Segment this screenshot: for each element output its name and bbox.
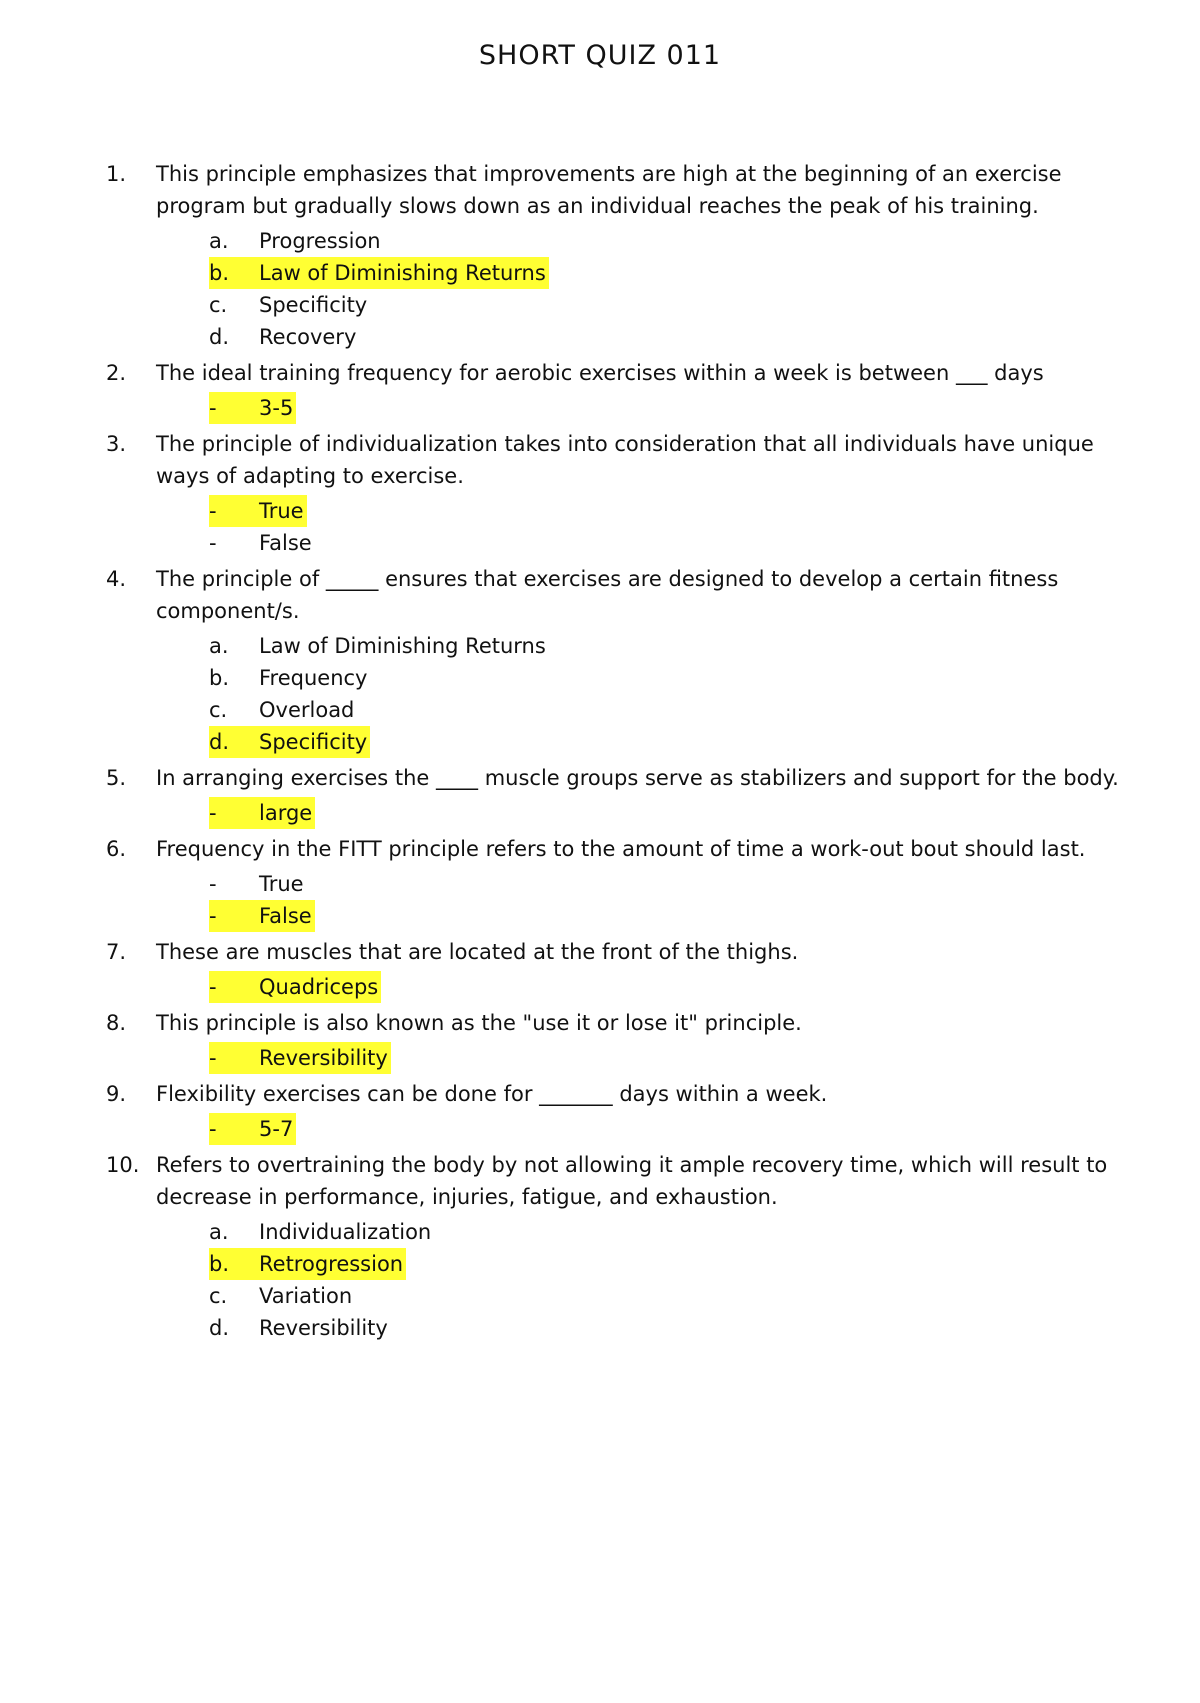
answer-choice-selected bbox=[209, 971, 1146, 1003]
choice-text: False bbox=[259, 531, 312, 555]
question-number: 9. bbox=[106, 1082, 127, 1106]
question-number: 5. bbox=[106, 766, 127, 790]
answer-body bbox=[209, 1284, 352, 1308]
question-text: This principle is also known as the "use it or lose it" principle. bbox=[156, 1011, 802, 1035]
question-text: The principle of individualization takes into consideration that all individuals have unique ways of adapting to exercise. bbox=[156, 432, 1101, 488]
choice-text: 3-5 bbox=[259, 396, 294, 420]
choice-text: Law of Diminishing Returns bbox=[259, 261, 546, 285]
choice-marker: - bbox=[209, 531, 217, 555]
question-text: This principle emphasizes that improvements are high at the beginning of an exercise program but gradually slows down as an individual reaches the peak of his training. bbox=[156, 162, 1069, 218]
choice-marker: - bbox=[209, 396, 217, 420]
question-number: 2. bbox=[106, 361, 127, 385]
question-number: 1. bbox=[106, 162, 127, 186]
choice-marker: a. bbox=[209, 634, 229, 658]
choice-text: 5-7 bbox=[259, 1117, 294, 1141]
question-number: 6. bbox=[106, 837, 127, 861]
answer-choices bbox=[209, 392, 1146, 424]
page-title: SHORT QUIZ 011 bbox=[478, 40, 722, 71]
choice-text: Retrogression bbox=[259, 1252, 404, 1276]
choice-marker: c. bbox=[209, 1284, 228, 1308]
answer-choice bbox=[209, 1280, 1146, 1312]
question bbox=[106, 762, 1146, 794]
question bbox=[106, 1078, 1146, 1110]
question bbox=[106, 1149, 1146, 1213]
answer-choice bbox=[209, 694, 1146, 726]
answer-choice bbox=[209, 289, 1146, 321]
choice-text: Specificity bbox=[259, 293, 368, 317]
answer-choice-selected bbox=[209, 392, 1146, 424]
question bbox=[106, 1007, 1146, 1039]
answer-choice bbox=[209, 868, 1146, 900]
choice-marker: b. bbox=[209, 261, 230, 285]
answer-choices bbox=[209, 797, 1146, 829]
answer-highlight bbox=[209, 1248, 406, 1280]
choice-marker: - bbox=[209, 801, 217, 825]
question bbox=[106, 357, 1146, 389]
choice-text: Individualization bbox=[259, 1220, 432, 1244]
answer-choice-selected bbox=[209, 1042, 1146, 1074]
answer-choice-selected bbox=[209, 1248, 1146, 1280]
choice-marker: - bbox=[209, 1117, 217, 1141]
answer-body bbox=[209, 872, 304, 896]
choice-marker: d. bbox=[209, 325, 230, 349]
question-text: The ideal training frequency for aerobic exercises within a week is between ___ days bbox=[156, 361, 1044, 385]
answer-choice-selected bbox=[209, 726, 1146, 758]
choice-marker: d. bbox=[209, 730, 230, 754]
choice-marker: a. bbox=[209, 229, 229, 253]
choice-text: Reversibility bbox=[259, 1316, 388, 1340]
answer-choices bbox=[209, 225, 1146, 353]
answer-choice bbox=[209, 1312, 1146, 1344]
choice-marker: b. bbox=[209, 1252, 230, 1276]
answer-choice-selected bbox=[209, 495, 1146, 527]
choice-text: Recovery bbox=[259, 325, 357, 349]
question bbox=[106, 563, 1146, 627]
answer-choice-selected bbox=[209, 900, 1146, 932]
answer-choices bbox=[209, 1113, 1146, 1145]
question-number: 4. bbox=[106, 567, 127, 591]
answer-choice bbox=[209, 527, 1146, 559]
question-list bbox=[106, 158, 1146, 1348]
answer-highlight bbox=[209, 1042, 391, 1074]
question-text: Frequency in the FITT principle refers to the amount of time a work-out bout should last. bbox=[156, 837, 1086, 861]
answer-choice bbox=[209, 1216, 1146, 1248]
choice-text: Specificity bbox=[259, 730, 368, 754]
question-text: In arranging exercises the ____ muscle groups serve as stabilizers and support for the body. bbox=[156, 766, 1119, 790]
answer-body bbox=[209, 698, 354, 722]
answer-choices bbox=[209, 495, 1146, 559]
answer-body bbox=[209, 229, 381, 253]
answer-highlight bbox=[209, 392, 296, 424]
choice-marker: a. bbox=[209, 1220, 229, 1244]
answer-choices bbox=[209, 630, 1146, 758]
answer-body bbox=[209, 1220, 431, 1244]
choice-text: Quadriceps bbox=[259, 975, 379, 999]
question-text: Flexibility exercises can be done for _______ days within a week. bbox=[156, 1082, 828, 1106]
choice-text: large bbox=[259, 801, 313, 825]
answer-highlight bbox=[209, 900, 315, 932]
choice-marker: c. bbox=[209, 698, 228, 722]
answer-highlight bbox=[209, 495, 307, 527]
choice-text: Overload bbox=[259, 698, 355, 722]
choice-text: Reversibility bbox=[259, 1046, 388, 1070]
question-text: These are muscles that are located at the front of the thighs. bbox=[156, 940, 799, 964]
question bbox=[106, 833, 1146, 865]
answer-choices bbox=[209, 1042, 1146, 1074]
answer-choice bbox=[209, 630, 1146, 662]
answer-choice bbox=[209, 662, 1146, 694]
answer-body bbox=[209, 666, 368, 690]
answer-body bbox=[209, 634, 546, 658]
answer-body bbox=[209, 325, 356, 349]
answer-choice-selected bbox=[209, 1113, 1146, 1145]
answer-choices bbox=[209, 971, 1146, 1003]
question-number: 3. bbox=[106, 432, 127, 456]
choice-marker: - bbox=[209, 975, 217, 999]
answer-body bbox=[209, 1316, 388, 1340]
choice-marker: - bbox=[209, 872, 217, 896]
choice-text: Progression bbox=[259, 229, 381, 253]
answer-highlight bbox=[209, 797, 315, 829]
choice-marker: - bbox=[209, 1046, 217, 1070]
answer-choice-selected bbox=[209, 257, 1146, 289]
answer-body bbox=[209, 293, 367, 317]
question-number: 7. bbox=[106, 940, 127, 964]
choice-marker: - bbox=[209, 499, 217, 523]
answer-choice-selected bbox=[209, 797, 1146, 829]
answer-highlight bbox=[209, 971, 381, 1003]
choice-marker: - bbox=[209, 904, 217, 928]
choice-text: Law of Diminishing Returns bbox=[259, 634, 546, 658]
answer-choices bbox=[209, 1216, 1146, 1344]
choice-marker: d. bbox=[209, 1316, 230, 1340]
answer-choice bbox=[209, 321, 1146, 353]
answer-choices bbox=[209, 868, 1146, 932]
choice-text: Variation bbox=[259, 1284, 353, 1308]
choice-marker: b. bbox=[209, 666, 230, 690]
question-text: Refers to overtraining the body by not allowing it ample recovery time, which will result to decrease in performance, injuries, fatigue, and exhaustion. bbox=[156, 1153, 1114, 1209]
choice-marker: c. bbox=[209, 293, 228, 317]
question-number: 8. bbox=[106, 1011, 127, 1035]
answer-choice bbox=[209, 225, 1146, 257]
choice-text: True bbox=[259, 872, 304, 896]
answer-body bbox=[209, 531, 312, 555]
choice-text: False bbox=[259, 904, 312, 928]
answer-highlight bbox=[209, 257, 549, 289]
question-number: 10. bbox=[106, 1153, 140, 1177]
choice-text: True bbox=[259, 499, 304, 523]
question-text: The principle of _____ ensures that exercises are designed to develop a certain fitness component/s. bbox=[156, 567, 1065, 623]
answer-highlight bbox=[209, 1113, 296, 1145]
choice-text: Frequency bbox=[259, 666, 368, 690]
answer-highlight bbox=[209, 726, 370, 758]
question bbox=[106, 428, 1146, 492]
question bbox=[106, 158, 1146, 222]
question bbox=[106, 936, 1146, 968]
